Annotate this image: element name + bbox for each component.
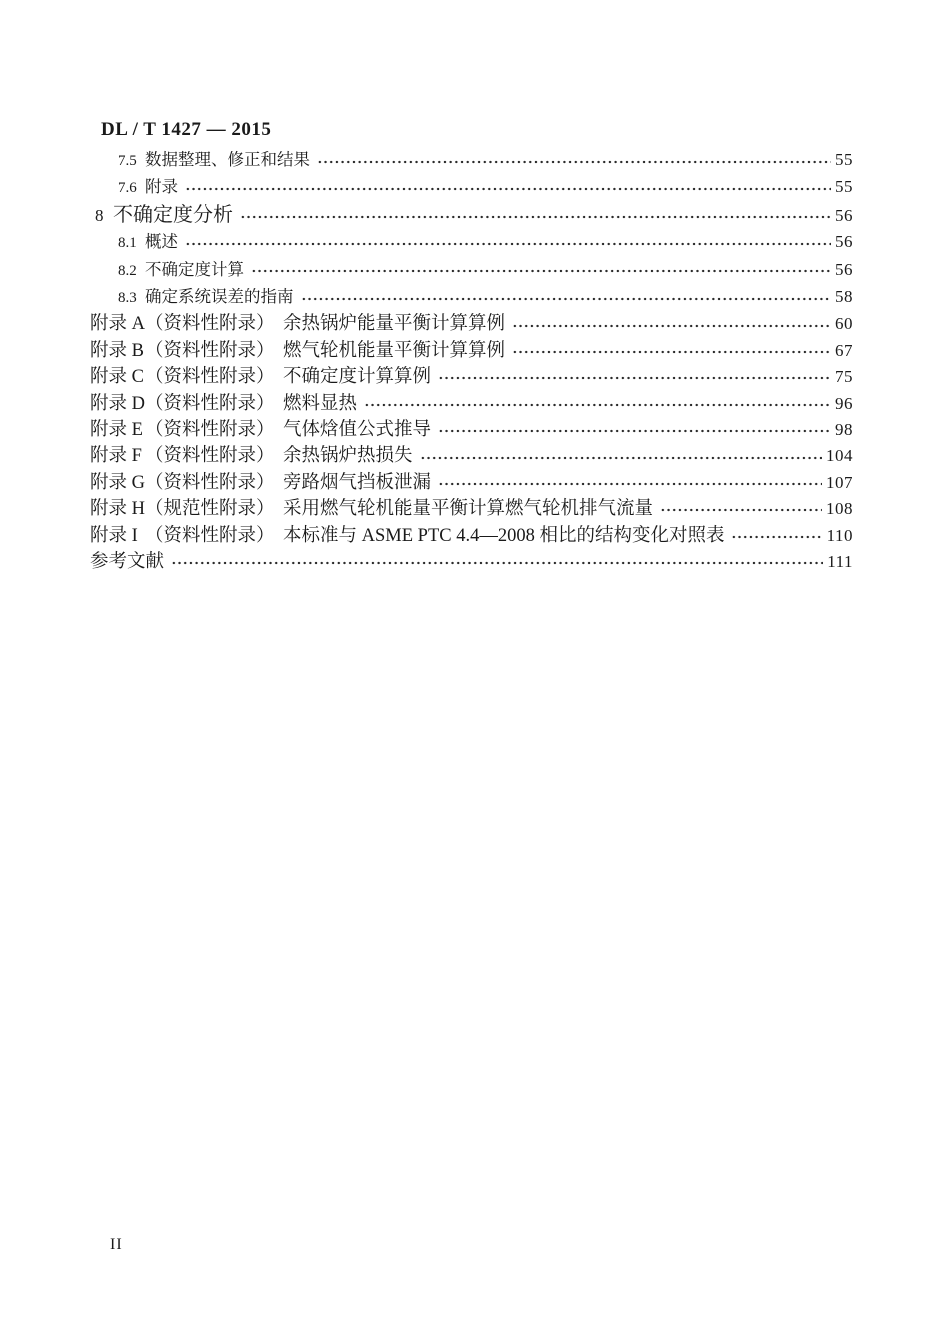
toc-entry-title: 燃气轮机能量平衡计算算例 <box>283 340 506 361</box>
toc-entry-number: 7.5 <box>118 153 137 169</box>
toc-entry-page-number: 108 <box>826 499 853 519</box>
toc-leader-dots <box>659 508 822 512</box>
toc-leader-dots <box>511 350 831 354</box>
toc-entry-page-number: 67 <box>835 340 853 360</box>
toc-entry-title: 余热锅炉热损失 <box>283 446 413 467</box>
toc-entry <box>90 417 853 443</box>
toc-entry-page-number: 107 <box>826 472 853 492</box>
toc-entry-prefix <box>118 258 145 284</box>
toc-entry-number: 附录 E <box>90 420 143 441</box>
toc-entry-title: 不确定度计算 <box>145 259 244 279</box>
toc-entry <box>90 202 853 229</box>
toc-entry-page-number: 60 <box>835 314 853 334</box>
toc-entry-kind-label: （资料性附录） <box>145 472 275 493</box>
toc-entry-page-number: 104 <box>826 446 853 466</box>
toc-entry-number: 附录 F <box>90 446 142 467</box>
toc-entry-title: 附录 <box>145 177 178 197</box>
toc-entry-title: 不确定度计算算例 <box>283 367 432 388</box>
toc-entry-kind-label: （资料性附录） <box>145 446 275 467</box>
toc-entry-prefix <box>95 203 113 229</box>
toc-entry-number: 附录 I <box>90 525 138 546</box>
toc-entry-page-number: 56 <box>835 205 853 225</box>
toc-entry-prefix <box>90 443 283 469</box>
toc-leader-dots <box>250 269 831 273</box>
toc-entry-page-number: 58 <box>835 287 853 307</box>
toc-entry-prefix <box>118 175 145 201</box>
toc-entry-title: 燃料显热 <box>283 393 358 414</box>
footer-page-number: II <box>110 1236 123 1253</box>
toc-entry-prefix <box>118 148 145 174</box>
toc-entry-title: 采用燃气轮机能量平衡计算燃气轮机排气流量 <box>283 499 654 520</box>
toc-entry-title: 气体焓值公式推导 <box>283 420 432 441</box>
toc-entry <box>90 338 853 364</box>
toc-entry-number: 8 <box>95 205 104 225</box>
toc-entry-prefix <box>90 470 283 496</box>
toc-entry-number: 8.1 <box>118 235 137 252</box>
toc-entry-page-number: 56 <box>835 259 853 279</box>
toc-entry-kind-label: （资料性附录） <box>145 525 275 546</box>
toc-entry-title: 不确定度分析 <box>113 203 233 226</box>
toc-leader-dots <box>300 297 832 301</box>
toc-entry-prefix <box>118 285 145 311</box>
toc-entry-title: 余热锅炉能量平衡计算算例 <box>283 314 506 335</box>
toc-entry <box>90 147 853 174</box>
toc-entry-kind-label: （资料性附录） <box>145 420 275 441</box>
toc-entry-kind-label: （资料性附录） <box>145 393 275 414</box>
toc-entry <box>90 257 853 284</box>
toc-leader-dots <box>437 376 831 380</box>
toc-entry <box>90 470 853 496</box>
toc-entry <box>90 391 853 417</box>
toc-entry <box>90 284 853 311</box>
toc-entry-prefix <box>90 391 283 417</box>
toc-leader-dots <box>316 160 831 164</box>
toc-entry <box>90 496 853 522</box>
toc-entry-kind-label: （资料性附录） <box>145 367 275 388</box>
toc-entry-prefix <box>90 496 283 522</box>
toc-entry-page-number: 55 <box>835 150 853 169</box>
standard-number-header: DL / T 1427 — 2015 <box>101 119 272 140</box>
toc-entry-kind-label: （规范性附录） <box>145 499 275 520</box>
toc-entry <box>90 523 853 549</box>
toc-entry-number: 附录 H <box>90 499 145 520</box>
toc-entry-number: 8.2 <box>118 262 137 279</box>
toc-entry <box>90 174 853 201</box>
toc-entry-page-number: 55 <box>835 177 853 197</box>
table-of-contents <box>90 147 853 576</box>
toc-entry <box>90 549 853 575</box>
toc-leader-dots <box>170 561 823 565</box>
toc-leader-dots <box>730 535 822 539</box>
toc-entry-prefix <box>90 364 283 390</box>
toc-entry-number: 附录 B <box>90 340 144 361</box>
toc-entry-title: 本标准与 ASME PTC 4.4—2008 相比的结构变化对照表 <box>283 525 725 546</box>
toc-entry-page-number: 56 <box>835 232 853 252</box>
toc-entry-kind-label: （资料性附录） <box>145 314 275 335</box>
toc-leader-dots <box>437 429 831 433</box>
toc-entry-title: 确定系统误差的指南 <box>145 287 294 307</box>
toc-entry-prefix <box>90 523 283 549</box>
toc-leader-dots <box>437 482 822 486</box>
toc-entry-prefix <box>90 417 283 443</box>
toc-leader-dots <box>184 242 831 246</box>
toc-entry-page-number: 98 <box>835 420 853 440</box>
toc-entry-page-number: 96 <box>835 393 853 413</box>
toc-leader-dots <box>511 324 831 328</box>
toc-entry-title: 旁路烟气挡板泄漏 <box>283 472 432 493</box>
toc-entry <box>90 364 853 390</box>
toc-entry-prefix <box>90 338 283 364</box>
toc-entry-number: 附录 A <box>90 314 145 335</box>
toc-entry-number: 7.6 <box>118 180 137 197</box>
toc-entry-page-number: 110 <box>826 525 853 545</box>
toc-leader-dots <box>419 456 822 460</box>
toc-entry-kind-label: （资料性附录） <box>145 340 275 361</box>
toc-entry-number: 附录 C <box>90 367 144 388</box>
toc-entry-number: 附录 D <box>90 393 145 414</box>
toc-entry-number: 附录 G <box>90 472 145 493</box>
toc-entry <box>90 311 853 337</box>
toc-entry <box>90 443 853 469</box>
toc-entry-title: 概述 <box>145 232 178 252</box>
toc-leader-dots <box>239 215 831 219</box>
toc-entry-number: 8.3 <box>118 290 137 307</box>
toc-entry <box>90 229 853 256</box>
toc-entry-prefix <box>118 230 145 256</box>
toc-entry-prefix <box>90 311 283 337</box>
toc-entry-title: 参考文献 <box>90 552 165 573</box>
toc-entry-title: 数据整理、修正和结果 <box>145 150 310 169</box>
toc-entry-page-number: 75 <box>835 367 853 387</box>
toc-entry-page-number: 111 <box>827 552 853 572</box>
toc-leader-dots <box>363 403 831 407</box>
toc-leader-dots <box>184 187 831 191</box>
